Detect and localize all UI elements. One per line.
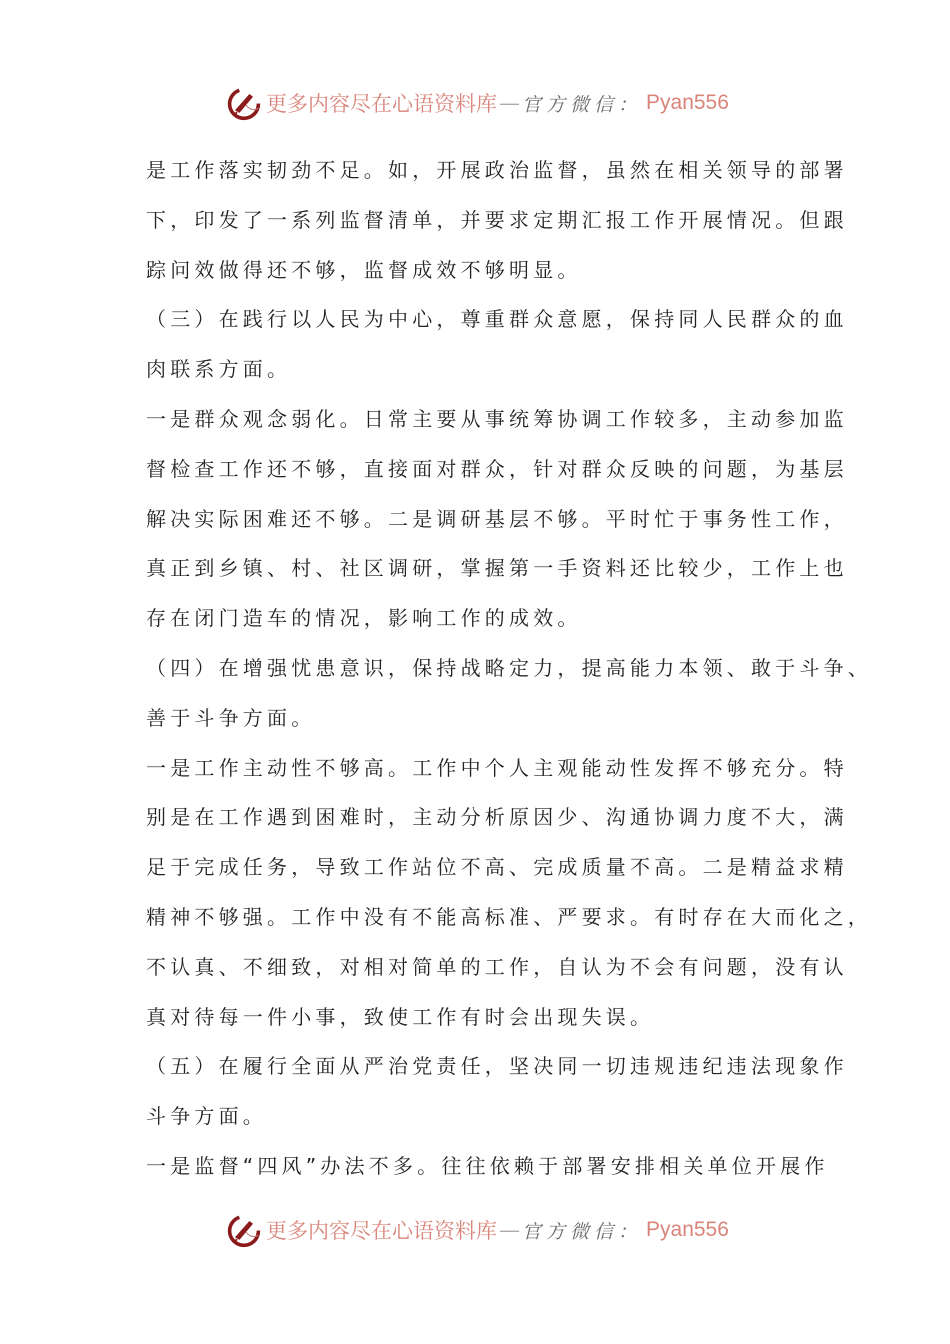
section-heading-5: （五）在履行全面从严治党责任，坚决同一切违规违纪违法现象作	[146, 1054, 848, 1079]
watermark-dash: —	[499, 1218, 520, 1242]
section-heading-4-cont: 善于斗争方面。	[146, 705, 316, 730]
quill-pen-logo-icon	[226, 1212, 262, 1248]
watermark-slogan: 更多内容尽在心语资料库	[266, 92, 497, 116]
text-line: 下，印发了一系列监督清单，并要求定期汇报工作开展情况。但跟	[146, 207, 848, 232]
document-body	[146, 150, 872, 1196]
text-line: 真对待每一件小事，致使工作有时会出现失误。	[146, 1004, 655, 1029]
watermark-wechat-id: Pyan556	[646, 91, 729, 114]
text-line: 踪问效做得还不够，监督成效不够明显。	[146, 257, 582, 282]
text-line: 真正到乡镇、村、社区调研，掌握第一手资料还比较少，工作上也	[146, 556, 848, 581]
quill-pen-logo-icon	[226, 85, 262, 121]
watermark-wechat-label: 官方微信：	[522, 1220, 643, 1243]
section-heading-3-cont: 肉联系方面。	[146, 357, 292, 382]
section-heading-5-cont: 斗争方面。	[146, 1104, 267, 1129]
text-line: 一是工作主动性不够高。工作中个人主观能动性发挥不够充分。特	[146, 755, 848, 780]
text-line: 解决实际困难还不够。二是调研基层不够。平时忙于事务性工作，	[146, 506, 848, 531]
text-line: 不认真、不细致，对相对简单的工作，自认为不会有问题，没有认	[146, 954, 848, 979]
watermark-slogan: 更多内容尽在心语资料库	[266, 1219, 497, 1243]
text-line: 一是群众观念弱化。日常主要从事统筹协调工作较多，主动参加监	[146, 406, 848, 431]
text-line: 别是在工作遇到困难时，主动分析原因少、沟通协调力度不大，满	[146, 805, 848, 830]
watermark-wechat-id: Pyan556	[646, 1218, 729, 1241]
header-watermark	[226, 83, 729, 123]
text-line: 精神不够强。工作中没有不能高标准、严要求。有时存在大而化之，	[146, 904, 872, 929]
text-line: 督检查工作还不够，直接面对群众，针对群众反映的问题，为基层	[146, 456, 848, 481]
text-line: 是工作落实韧劲不足。如，开展政治监督，虽然在相关领导的部署	[146, 158, 848, 182]
text-line: 足于完成任务，导致工作站位不高、完成质量不高。二是精益求精	[146, 855, 848, 880]
section-heading-4: （四）在增强忧患意识，保持战略定力，提高能力本领、敢于斗争、	[146, 655, 872, 680]
text-line: 存在闭门造车的情况，影响工作的成效。	[146, 606, 582, 631]
watermark-dash: —	[499, 91, 520, 115]
section-heading-3: （三）在践行以人民为中心，尊重群众意愿，保持同人民群众的血	[146, 307, 848, 332]
footer-watermark	[226, 1210, 729, 1250]
text-line: 一是监督“四风”办法不多。往往依赖于部署安排相关单位开展作	[146, 1153, 829, 1178]
watermark-wechat-label: 官方微信：	[522, 93, 643, 116]
